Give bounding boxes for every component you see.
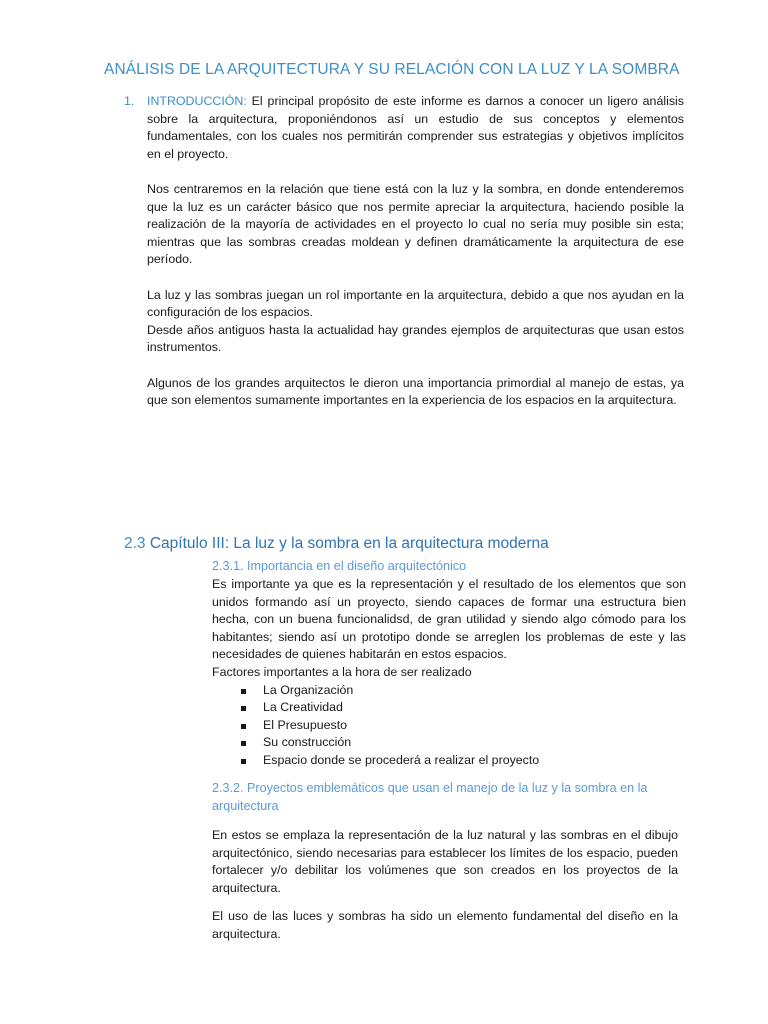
factors-intro: Factores importantes a la hora de ser realizado bbox=[212, 664, 472, 679]
subsection-2-paragraph-2 bbox=[212, 908, 678, 943]
factors-list bbox=[212, 682, 686, 770]
list-item bbox=[212, 717, 686, 735]
list-item bbox=[212, 734, 686, 752]
paragraph-4: Algunos de los grandes arquitectos le dieron una importancia primordial al manejo de estas, ya que son elementos sumamente importantes en la experiencia de los espacios en la arquitectura. bbox=[147, 375, 684, 408]
bullet-icon bbox=[241, 741, 246, 746]
paragraph-3b: Desde años antiguos hasta la actualidad hay grandes ejemplos de arquitecturas que usan estos instrumentos. bbox=[147, 322, 684, 355]
section-number: 1. bbox=[124, 94, 135, 108]
chapter-heading bbox=[124, 535, 549, 553]
subsection-1-body bbox=[212, 576, 686, 770]
paragraph-2: Nos centraremos en la relación que tiene está con la luz y la sombra, en donde entenderemos que la luz es un carácter básico que nos permite apreciar la arquitectura, haciendo posible la realización de la mayoría de actividades en el proyecto lo cual no sería muy posible sin esta; mientras que las sombras creadas moldean y definen dramáticamente la arquitectura de ese período. bbox=[147, 181, 684, 267]
intro-paragraph bbox=[147, 93, 684, 163]
chapter-title: Capítulo III: La luz y la sombra en la arquitectura moderna bbox=[149, 535, 549, 552]
list-item-label: Espacio donde se procederá a realizar el proyecto bbox=[263, 752, 540, 767]
subsection-2-paragraph-1 bbox=[212, 827, 678, 897]
list-item bbox=[212, 682, 686, 700]
paragraph-3a: La luz y las sombras juegan un rol importante en la arquitectura, debido a que nos ayudan en la configuración de los espacios. bbox=[147, 287, 684, 320]
list-item-label: La Organización bbox=[263, 682, 354, 697]
subsection-2-text-1: En estos se emplaza la representación de la luz natural y las sombras en el dibujo arquitectónico, siendo necesarias para establecer los límites de los espacio, pueden fortalecer y/o debilitar los volúmenes que son creados en los proyectos de la arquitectura. bbox=[212, 828, 678, 895]
bullet-icon bbox=[241, 759, 246, 764]
chapter-number: 2.3 bbox=[124, 535, 150, 552]
section-heading: INTRODUCCIÓN: bbox=[147, 94, 247, 108]
intro-text: El principal propósito de este informe es darnos a conocer un ligero análisis sobre la arquitectura, proponiéndonos así un estudio de sus conceptos y elementos fundamentales, con los cuales nos permitirán comprender sus estrategias y objetivos implícitos en el proyecto. bbox=[147, 94, 684, 161]
subsection-heading-1: 2.3.1. Importancia en el diseño arquitectónico bbox=[212, 559, 467, 573]
list-item bbox=[212, 699, 686, 717]
subsection-2-text-2: El uso de las luces y sombras ha sido un elemento fundamental del diseño en la arquitectura. bbox=[212, 909, 678, 941]
list-item bbox=[212, 752, 686, 770]
list-item-label: El Presupuesto bbox=[263, 717, 348, 732]
subsection-heading-2: 2.3.2. Proyectos emblemáticos que usan el manejo de la luz y la sombra en la arquitectura bbox=[212, 781, 648, 813]
bullet-icon bbox=[241, 706, 246, 711]
list-item-label: La Creatividad bbox=[263, 700, 343, 715]
subsection-1-paragraph: Es importante ya que es la representación y el resultado de los elementos que son unidos formando así un proyecto, siendo capaces de formar una estructura bien hecha, con un buena funcionalidsd, de gran utilidad y siendo algo cómodo para los habitantes; siendo así un prototipo donde se arreglen los problemas de este y las necesidades de quienes habitarán en estos espacios. bbox=[212, 577, 686, 662]
section-introduction bbox=[124, 93, 684, 427]
list-item-label: Su construcción bbox=[263, 735, 352, 750]
bullet-icon bbox=[241, 724, 246, 729]
document-title: ANÁLISIS DE LA ARQUITECTURA Y SU RELACIÓN CON LA LUZ Y LA SOMBRA bbox=[104, 61, 680, 78]
bullet-icon bbox=[241, 689, 246, 694]
